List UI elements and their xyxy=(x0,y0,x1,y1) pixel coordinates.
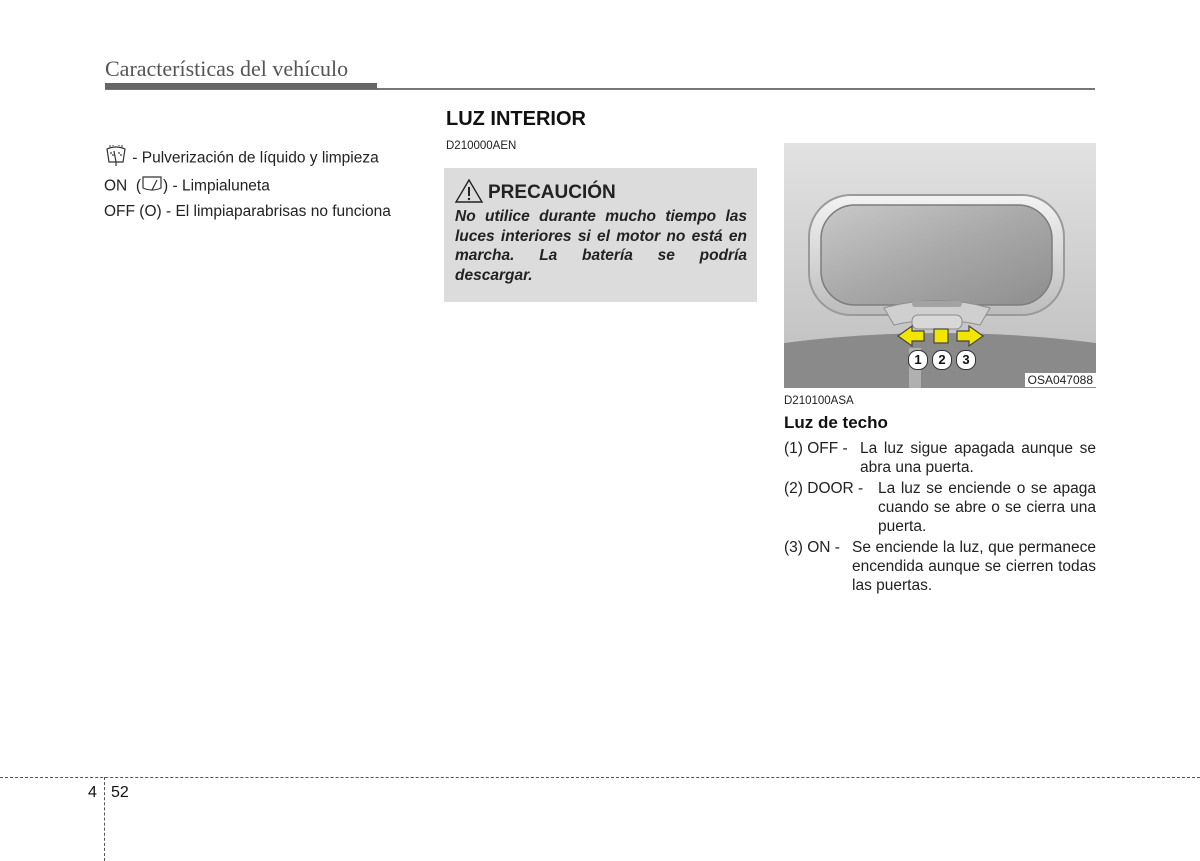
arrow-left-icon xyxy=(898,326,924,346)
caution-title: PRECAUCIÓN xyxy=(488,182,616,203)
arrow-right-icon xyxy=(957,326,983,346)
rear-wiper-text: ) - Limpialuneta xyxy=(163,177,270,195)
item-label: (2) DOOR - xyxy=(784,480,864,497)
washer-spray-icon xyxy=(104,145,128,172)
item-text: La luz sigue apagada aunque se abra una puerta. xyxy=(860,440,1096,476)
callout-3: 3 xyxy=(956,350,976,370)
warning-triangle-icon xyxy=(454,178,484,209)
rear-wiper-prefix: ON ( xyxy=(104,177,142,195)
page-number: 52 xyxy=(111,784,129,801)
callout-1: 1 xyxy=(908,350,928,370)
page-header-title: Características del vehículo xyxy=(105,56,349,81)
washer-line xyxy=(104,145,379,172)
figure-code: OSA047088 xyxy=(1025,373,1096,387)
washer-line-text: - Pulverización de líquido y limpieza xyxy=(128,149,379,167)
rear-wiper-line xyxy=(104,174,270,199)
item-label: (3) ON - xyxy=(784,539,840,556)
callout-2: 2 xyxy=(932,350,952,370)
header-rule-accent xyxy=(105,83,377,89)
ref-code: D210100ASA xyxy=(784,395,854,407)
roof-light-title: Luz de techo xyxy=(784,413,888,432)
item-label: (1) OFF - xyxy=(784,440,848,457)
roof-light-item-on xyxy=(784,538,1096,598)
footer-rule xyxy=(0,777,1200,778)
wiper-off-line: OFF (O) - El limpiaparabrisas no funciona xyxy=(104,203,391,220)
item-text: Se enciende la luz, que permanece encendida aunque se cierren todas las puertas. xyxy=(852,539,1096,594)
roof-light-item-door xyxy=(784,479,1096,537)
footer-vertical-rule xyxy=(104,777,105,861)
switch-callouts xyxy=(784,143,1096,388)
center-square-icon xyxy=(934,329,948,343)
caution-text: No utilice durante mucho tiempo las luces interiores si el motor no está en marcha. La batería se podría descargar. xyxy=(455,208,747,284)
section-title: LUZ INTERIOR xyxy=(446,108,586,130)
item-text: La luz se enciende o se apaga cuando se abre o se cierra una puerta. xyxy=(878,480,1096,535)
section-code: D210000AEN xyxy=(446,140,517,152)
rear-wiper-icon xyxy=(141,174,163,199)
roof-light-item-off xyxy=(784,439,1096,479)
chapter-number: 4 xyxy=(88,784,97,801)
